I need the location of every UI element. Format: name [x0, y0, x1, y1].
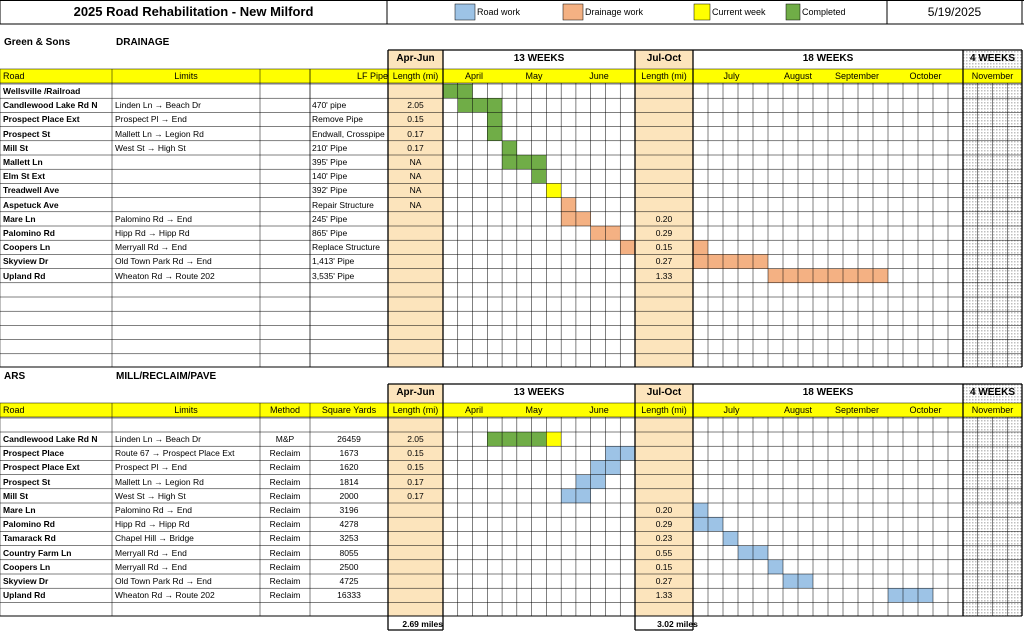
road-limits: [112, 198, 260, 212]
period-header: 4 WEEKS: [969, 387, 1015, 398]
period-header: Jul-Oct: [646, 387, 682, 398]
gantt-bar-cell: [903, 588, 918, 602]
length-apr-jun: [388, 254, 443, 268]
gantt-bar-cell: [487, 112, 502, 126]
road-limits: Prospect Pl → End: [115, 114, 187, 125]
gantt-bar-cell: [693, 517, 708, 531]
month-header: August: [783, 405, 813, 415]
square-yards: 4725: [339, 576, 359, 586]
column-header: Limits: [174, 71, 198, 81]
lf-pipe: 392' Pipe: [312, 185, 348, 196]
length-apr-jun: [388, 212, 443, 226]
road-name: Candlewood Lake Rd N: [3, 100, 98, 111]
road-limits: Merryall Rd → End: [115, 561, 187, 572]
length-apr-jun: [388, 588, 443, 602]
method: Reclaim: [269, 476, 301, 487]
road-name: Prospect Place Ext: [3, 462, 80, 473]
month-header: October: [909, 71, 942, 81]
period-header: Apr-Jun: [396, 387, 435, 398]
legend-swatch-2: [694, 4, 710, 20]
length-apr-jun: NA: [409, 185, 422, 196]
road-name: Prospect St: [3, 128, 51, 139]
road-limits: Old Town Park Rd → End: [115, 256, 212, 267]
gantt-bar-cell: [517, 432, 532, 446]
contractor-name: ARS: [4, 371, 26, 382]
lf-pipe: Endwall, Crosspipe: [312, 128, 385, 139]
length-jul-oct: 0.29: [655, 519, 673, 530]
month-header: September: [834, 405, 880, 415]
gantt-bar-cell: [532, 155, 547, 169]
road-limits: Wheaton Rd → Route 202: [115, 270, 215, 281]
length-jul-oct: 0.23: [655, 533, 673, 544]
square-yards: 1620: [339, 462, 359, 473]
period-header: 4 WEEKS: [969, 53, 1015, 64]
gantt-bar-cell: [443, 84, 458, 98]
gantt-bar-cell: [532, 432, 547, 446]
road-limits: Hipp Rd → Hipp Rd: [115, 228, 190, 238]
gantt-bar-cell: [723, 531, 738, 545]
gantt-bar-cell: [532, 169, 547, 183]
length-jul-oct: [635, 169, 693, 183]
gantt-bar-cell: [546, 183, 561, 197]
road-name: Mare Ln: [3, 505, 36, 515]
road-limits: Palomino Rd → End: [115, 505, 193, 515]
road-limits: Merryall Rd → End: [115, 547, 187, 558]
lf-pipe: Remove Pipe: [312, 114, 364, 125]
gantt-bar-cell: [738, 546, 753, 560]
road-limits: Hipp Rd → Hipp Rd: [115, 519, 190, 530]
gantt-bar-cell: [708, 517, 723, 531]
length-apr-jun: [388, 226, 443, 240]
method: Reclaim: [269, 462, 301, 473]
period-header: 13 WEEKS: [513, 387, 565, 398]
method: Reclaim: [269, 533, 301, 544]
road-limits: [112, 155, 260, 169]
square-yards: 3196: [339, 505, 359, 515]
road-limits: Palomino Rd → End: [115, 213, 193, 224]
length-jul-oct: [635, 446, 693, 460]
gantt-bar-cell: [918, 588, 933, 602]
road-limits: Linden Ln → Beach Dr: [115, 434, 201, 444]
length-jul-oct: [635, 141, 693, 155]
legend-label: Road work: [477, 7, 521, 17]
lf-pipe: Replace Structure: [312, 242, 381, 253]
gantt-bar-cell: [708, 254, 723, 268]
period-header: 18 WEEKS: [802, 53, 854, 64]
gantt-bar-cell: [693, 240, 708, 254]
gantt-bar-cell: [591, 460, 606, 474]
road-name: Palomino Rd: [3, 519, 55, 530]
month-header: August: [783, 71, 813, 81]
gantt-bar-cell: [561, 198, 576, 212]
length-jul-oct: [635, 432, 693, 446]
length-jul-oct: [635, 112, 693, 126]
gantt-bar-cell: [487, 432, 502, 446]
road-limits: West St → High St: [115, 142, 186, 153]
length-jul-oct: [635, 460, 693, 474]
square-yards: 3253: [339, 533, 359, 544]
gantt-bar-cell: [591, 226, 606, 240]
length-jul-oct: [635, 84, 693, 98]
lf-pipe: 140' Pipe: [312, 171, 348, 182]
column-header: Length (mi): [392, 71, 439, 81]
road-name: Aspetuck Ave: [3, 199, 59, 210]
road-limits: Mallett Ln → Legion Rd: [115, 128, 204, 139]
gantt-bar-cell: [502, 155, 517, 169]
gantt-bar-cell: [605, 226, 620, 240]
road-name: Elm St Ext: [3, 171, 46, 182]
gantt-bar-cell: [517, 155, 532, 169]
legend-swatch-0: [455, 4, 475, 20]
road-name: Coopers Ln: [3, 561, 51, 572]
road-name: Prospect St: [3, 476, 51, 487]
page-title: 2025 Road Rehabilitation - New Milford: [73, 4, 314, 19]
length-apr-jun: [388, 546, 443, 560]
gantt-bar-cell: [576, 489, 591, 503]
length-jul-oct: 0.27: [655, 576, 673, 586]
square-yards: 26459: [337, 434, 361, 444]
length-jul-oct: [635, 127, 693, 141]
gantt-bar-cell: [502, 141, 517, 155]
road-limits: Linden Ln → Beach Dr: [115, 100, 201, 111]
length-jul-oct: [635, 475, 693, 489]
road-name: Prospect Place: [3, 448, 64, 459]
length-apr-jun: [388, 84, 443, 98]
road-limits: Wheaton Rd → Route 202: [115, 590, 215, 601]
column-header: LF Pipe: [356, 71, 388, 81]
contractor-name: Green & Sons: [4, 37, 71, 48]
length-jul-oct: 0.15: [655, 242, 673, 253]
gantt-bar-cell: [693, 503, 708, 517]
method: M&P: [275, 434, 295, 444]
road-name: Skyview Dr: [3, 256, 49, 267]
method: Reclaim: [269, 490, 301, 501]
road-name: Treadwell Ave: [3, 185, 60, 196]
period-header: 13 WEEKS: [513, 53, 565, 64]
gantt-bar-cell: [873, 269, 888, 283]
total-jul-oct: 3.02 miles: [657, 619, 698, 629]
road-name: Palomino Rd: [3, 228, 55, 238]
length-apr-jun: NA: [409, 157, 422, 167]
lf-pipe: 470' pipe: [312, 100, 347, 111]
method: Reclaim: [269, 448, 301, 459]
length-jul-oct: 0.55: [655, 547, 673, 558]
lf-pipe: 3,535' Pipe: [312, 270, 355, 281]
gantt-bar-cell: [723, 254, 738, 268]
road-limits: Old Town Park Rd → End: [115, 576, 212, 586]
gantt-bar-cell: [813, 269, 828, 283]
period-header: Jul-Oct: [646, 53, 682, 64]
road-name: Upland Rd: [3, 270, 46, 281]
length-jul-oct: 0.20: [655, 505, 673, 515]
length-apr-jun: 0.15: [407, 462, 424, 473]
gantt-bar-cell: [858, 269, 873, 283]
gantt-bar-cell: [693, 254, 708, 268]
length-apr-jun: [388, 574, 443, 588]
gantt-bar-cell: [620, 240, 635, 254]
method: Reclaim: [269, 547, 301, 558]
legend-label: Completed: [802, 7, 846, 17]
month-header: November: [971, 405, 1014, 415]
month-header: October: [909, 405, 942, 415]
length-apr-jun: [388, 560, 443, 574]
lf-pipe: [310, 84, 388, 98]
month-header: June: [589, 71, 609, 81]
square-yards: 16333: [337, 590, 361, 601]
length-jul-oct: 0.15: [655, 561, 673, 572]
road-limits: Prospect Pl → End: [115, 462, 187, 473]
lf-pipe: 865' Pipe: [312, 228, 348, 238]
gantt-bar-cell: [888, 588, 903, 602]
gantt-bar-cell: [576, 212, 591, 226]
road-name: Mare Ln: [3, 213, 36, 224]
column-header: Square Yards: [321, 405, 377, 415]
length-jul-oct: [635, 155, 693, 169]
gantt-bar-cell: [828, 269, 843, 283]
month-header: July: [723, 405, 740, 415]
road-name: Tamarack Rd: [3, 533, 56, 544]
gantt-bar-cell: [783, 574, 798, 588]
road-limits: Mallett Ln → Legion Rd: [115, 476, 204, 487]
square-yards: 2000: [339, 490, 359, 501]
gantt-bar-cell: [591, 475, 606, 489]
gantt-bar-cell: [458, 84, 473, 98]
work-type: DRAINAGE: [116, 37, 170, 48]
lf-pipe: 210' Pipe: [312, 142, 348, 153]
period-header: 18 WEEKS: [802, 387, 854, 398]
length-apr-jun: 0.15: [407, 114, 424, 125]
method: Reclaim: [269, 561, 301, 572]
length-apr-jun: NA: [409, 171, 422, 182]
month-header: April: [464, 71, 483, 81]
gantt-bar-cell: [843, 269, 858, 283]
month-header: Length (mi): [641, 405, 687, 415]
road-name: Coopers Ln: [3, 242, 51, 253]
gantt-bar-cell: [487, 127, 502, 141]
square-yards: 1814: [339, 476, 359, 487]
gantt-bar-cell: [753, 546, 768, 560]
length-jul-oct: 0.27: [655, 256, 673, 267]
square-yards: 8055: [339, 547, 359, 558]
length-apr-jun: 0.17: [407, 490, 424, 501]
column-header: Method: [269, 405, 301, 415]
column-header: Road: [3, 71, 25, 81]
month-header: Length (mi): [641, 71, 687, 81]
work-type: MILL/RECLAIM/PAVE: [116, 371, 217, 382]
gantt-bar-cell: [458, 98, 473, 112]
column-header: Limits: [174, 405, 198, 415]
length-apr-jun: [388, 240, 443, 254]
road-limits: Route 67 → Prospect Place Ext: [115, 448, 235, 459]
length-jul-oct: [635, 489, 693, 503]
method: Reclaim: [269, 576, 301, 586]
report-date: 5/19/2025: [927, 5, 982, 19]
road-name: Prospect Place Ext: [3, 114, 80, 125]
gantt-bar-cell: [561, 212, 576, 226]
road-name: Mill St: [3, 490, 29, 501]
length-jul-oct: 1.33: [655, 590, 673, 601]
month-header: September: [834, 71, 880, 81]
length-apr-jun: [388, 503, 443, 517]
length-apr-jun: 2.05: [407, 434, 424, 444]
month-header: June: [589, 405, 609, 415]
road-name: Wellsville /Railroad: [3, 86, 81, 96]
column-header: Length (mi): [392, 405, 439, 415]
gantt-bar-cell: [620, 446, 635, 460]
gantt-bar-cell: [768, 560, 783, 574]
length-jul-oct: 0.29: [655, 228, 673, 238]
period-header: Apr-Jun: [396, 53, 435, 64]
method: Reclaim: [269, 519, 301, 530]
road-name: Candlewood Lake Rd N: [3, 434, 98, 444]
lf-pipe: 395' Pipe: [312, 157, 348, 167]
column-header: Road: [3, 405, 25, 415]
length-jul-oct: 1.33: [655, 270, 673, 281]
length-apr-jun: 2.05: [407, 100, 424, 111]
gantt-bar-cell: [798, 574, 813, 588]
square-yards: 2500: [339, 561, 359, 572]
length-apr-jun: 0.17: [407, 142, 424, 153]
gantt-bar-cell: [605, 446, 620, 460]
length-apr-jun: [388, 269, 443, 283]
lf-pipe: 1,413' Pipe: [312, 256, 355, 267]
length-jul-oct: [635, 98, 693, 112]
gantt-bar-cell: [768, 269, 783, 283]
method: Reclaim: [269, 505, 301, 515]
road-limits: [112, 84, 260, 98]
gantt-bar-cell: [798, 269, 813, 283]
gantt-bar-cell: [605, 460, 620, 474]
road-name: Upland Rd: [3, 590, 46, 601]
road-name: Mill St: [3, 142, 29, 153]
length-apr-jun: [388, 517, 443, 531]
lf-pipe: Repair Structure: [312, 199, 374, 210]
month-header: April: [464, 405, 483, 415]
gantt-bar-cell: [783, 269, 798, 283]
gantt-bar-cell: [753, 254, 768, 268]
gantt-bar-cell: [738, 254, 753, 268]
length-apr-jun: NA: [409, 199, 422, 210]
method: Reclaim: [269, 590, 301, 601]
road-limits: Chapel Hill → Bridge: [115, 533, 194, 544]
length-apr-jun: 0.17: [407, 476, 424, 487]
gantt-bar-cell: [473, 98, 488, 112]
square-yards: 1673: [339, 448, 359, 459]
length-jul-oct: [635, 183, 693, 197]
gantt-bar-cell: [502, 432, 517, 446]
road-limits: Merryall Rd → End: [115, 242, 187, 253]
gantt-bar-cell: [546, 432, 561, 446]
legend-label: Current week: [712, 7, 766, 17]
road-name: Country Farm Ln: [3, 547, 72, 558]
total-apr-jun: 2.69 miles: [402, 619, 443, 629]
gantt-bar-cell: [576, 475, 591, 489]
road-limits: [112, 183, 260, 197]
month-header: May: [525, 405, 543, 415]
month-header: July: [723, 71, 740, 81]
road-name: Skyview Dr: [3, 576, 49, 586]
legend-label: Drainage work: [585, 7, 644, 17]
length-apr-jun: [388, 531, 443, 545]
lf-pipe: 245' Pipe: [312, 213, 348, 224]
length-apr-jun: 0.15: [407, 448, 424, 459]
length-jul-oct: [635, 198, 693, 212]
gantt-bar-cell: [561, 489, 576, 503]
gantt-bar-cell: [487, 98, 502, 112]
length-apr-jun: 0.17: [407, 128, 424, 139]
month-header: November: [971, 71, 1014, 81]
road-name: Mallett Ln: [3, 157, 43, 167]
road-limits: West St → High St: [115, 490, 186, 501]
road-limits: [112, 169, 260, 183]
square-yards: 4278: [339, 519, 359, 530]
length-jul-oct: 0.20: [655, 213, 673, 224]
month-header: May: [525, 71, 543, 81]
